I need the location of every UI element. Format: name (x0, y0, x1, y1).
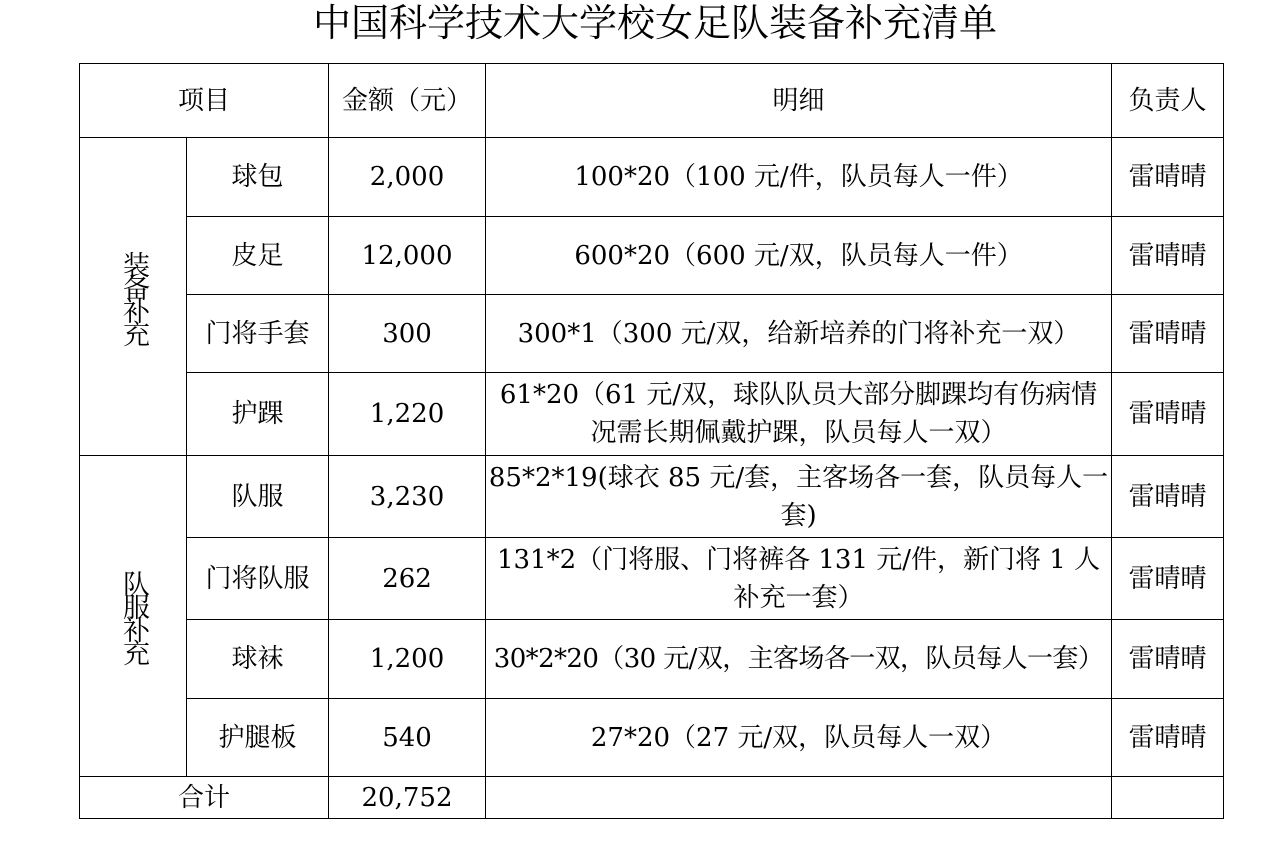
owner-cell: 雷晴晴 (1112, 620, 1224, 699)
owner-cell: 雷晴晴 (1112, 217, 1224, 295)
detail-cell: 131*2（门将服、门将裤各 131 元/件，新门将 1 人补充一套） (486, 538, 1112, 620)
item-cell: 队服 (187, 456, 329, 538)
owner-cell: 雷晴晴 (1112, 538, 1224, 620)
amount-cell: 3,230 (329, 456, 486, 538)
header-detail: 明细 (486, 64, 1112, 138)
table-row (80, 456, 1224, 538)
detail-cell: 100*20（100 元/件，队员每人一件） (486, 138, 1112, 217)
equipment-table (79, 63, 1224, 819)
total-amount: 20,752 (329, 777, 486, 819)
table-row (80, 138, 1224, 217)
header-amount: 金额（元） (329, 64, 486, 138)
detail-cell: 300*1（300 元/双，给新培养的门将补充一双） (486, 295, 1112, 373)
item-cell: 门将手套 (187, 295, 329, 373)
owner-cell: 雷晴晴 (1112, 699, 1224, 777)
table-row (80, 699, 1224, 777)
amount-cell: 1,220 (329, 373, 486, 456)
total-label: 合计 (80, 777, 329, 819)
table-row (80, 295, 1224, 373)
header-owner: 负责人 (1112, 64, 1224, 138)
detail-cell: 61*20（61 元/双，球队队员大部分脚踝均有伤病情况需长期佩戴护踝，队员每人一双） (486, 373, 1112, 456)
table-row (80, 538, 1224, 620)
category-label: 装备补充 (118, 250, 149, 343)
owner-cell: 雷晴晴 (1112, 138, 1224, 217)
amount-cell: 262 (329, 538, 486, 620)
total-owner (1112, 777, 1224, 819)
page-title: 中国科学技术大学校女足队装备补充清单 (312, 1, 997, 45)
detail-cell: 27*20（27 元/双，队员每人一双） (486, 699, 1112, 777)
table-row (80, 620, 1224, 699)
category-cell (80, 456, 187, 777)
item-cell: 球包 (187, 138, 329, 217)
amount-cell: 1,200 (329, 620, 486, 699)
table-row (80, 373, 1224, 456)
amount-cell: 300 (329, 295, 486, 373)
category-cell (80, 138, 187, 456)
table-row (80, 217, 1224, 295)
item-cell: 门将队服 (187, 538, 329, 620)
item-cell: 球袜 (187, 620, 329, 699)
detail-cell: 85*2*19(球衣 85 元/套，主客场各一套，队员每人一套) (486, 456, 1112, 538)
total-row (80, 777, 1224, 819)
amount-cell: 2,000 (329, 138, 486, 217)
header-item: 项目 (80, 64, 329, 138)
detail-cell: 30*2*20（30 元/双，主客场各一双，队员每人一套） (486, 620, 1112, 699)
header-row (80, 64, 1224, 138)
total-detail (486, 777, 1112, 819)
item-cell: 护踝 (187, 373, 329, 456)
category-label: 队服补充 (118, 570, 149, 662)
owner-cell: 雷晴晴 (1112, 373, 1224, 456)
amount-cell: 540 (329, 699, 486, 777)
owner-cell: 雷晴晴 (1112, 456, 1224, 538)
item-cell: 皮足 (187, 217, 329, 295)
detail-cell: 600*20（600 元/双，队员每人一件） (486, 217, 1112, 295)
owner-cell: 雷晴晴 (1112, 295, 1224, 373)
amount-cell: 12,000 (329, 217, 486, 295)
item-cell: 护腿板 (187, 699, 329, 777)
